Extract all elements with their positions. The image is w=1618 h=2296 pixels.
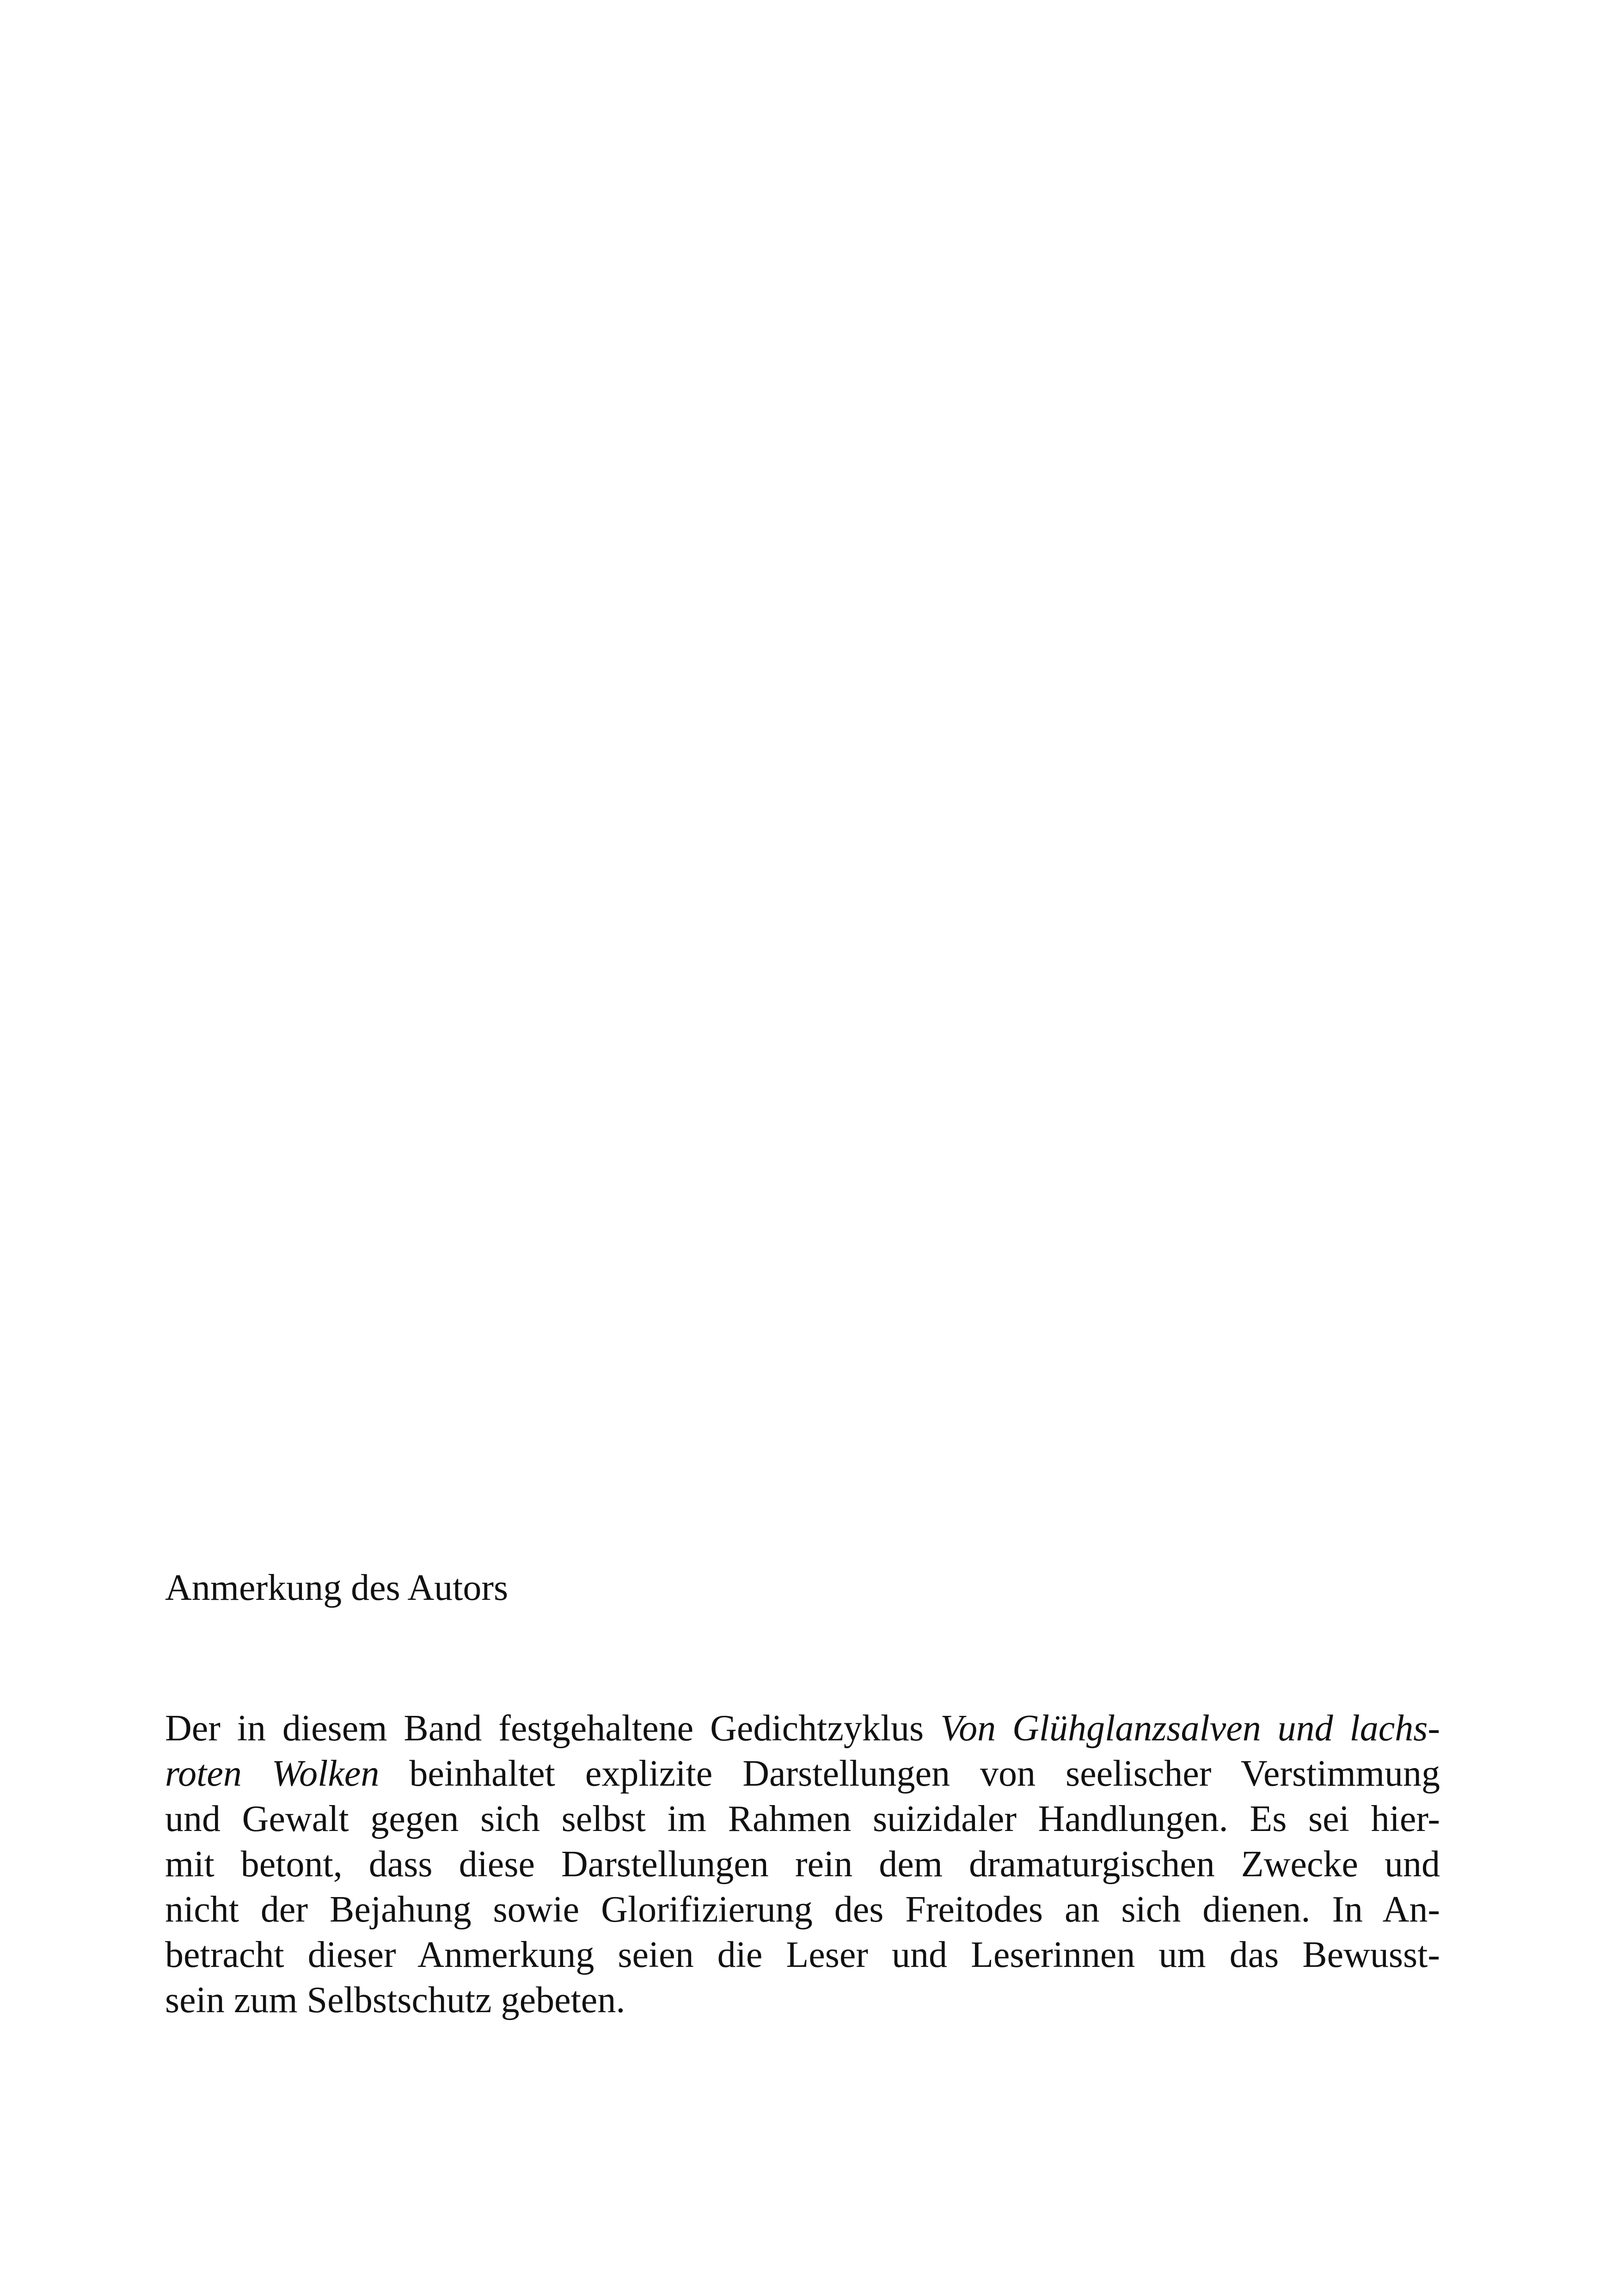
paragraph-line: [165, 1978, 1440, 2023]
paragraph-line: [165, 1751, 1440, 1796]
line-text: und Gewalt gegen sich selbst im Rahmen suizidaler Handlungen. Es sei hier-: [165, 1799, 1440, 1839]
line-text: Der in diesem Band festgehaltene Gedichtzyklus: [165, 1708, 941, 1749]
paragraph-line: [165, 1932, 1440, 1978]
work-title-italic: roten Wolken: [165, 1753, 380, 1794]
author-note-paragraph: [165, 1706, 1440, 2023]
work-title-italic: Von Glühglanzsalven und lachs-: [940, 1708, 1440, 1749]
paragraph-line: [165, 1842, 1440, 1887]
paragraph-line: [165, 1887, 1440, 1932]
paragraph-line: [165, 1706, 1440, 1751]
line-text: mit betont, dass diese Darstellungen rein dem dramaturgischen Zwecke und: [165, 1844, 1440, 1885]
line-text: sein zum Selbstschutz gebeten.: [165, 1980, 625, 2020]
line-text: beinhaltet explizite Darstellungen von seelischer Verstimmung: [379, 1753, 1440, 1794]
line-text: nicht der Bejahung sowie Glorifizierung des Freitodes an sich dienen. In An-: [165, 1889, 1440, 1930]
section-heading: Anmerkung des Autors: [165, 1567, 509, 1608]
paragraph-line: [165, 1796, 1440, 1842]
line-text: betracht dieser Anmerkung seien die Leser und Leserinnen um das Bewusst-: [165, 1935, 1440, 1975]
